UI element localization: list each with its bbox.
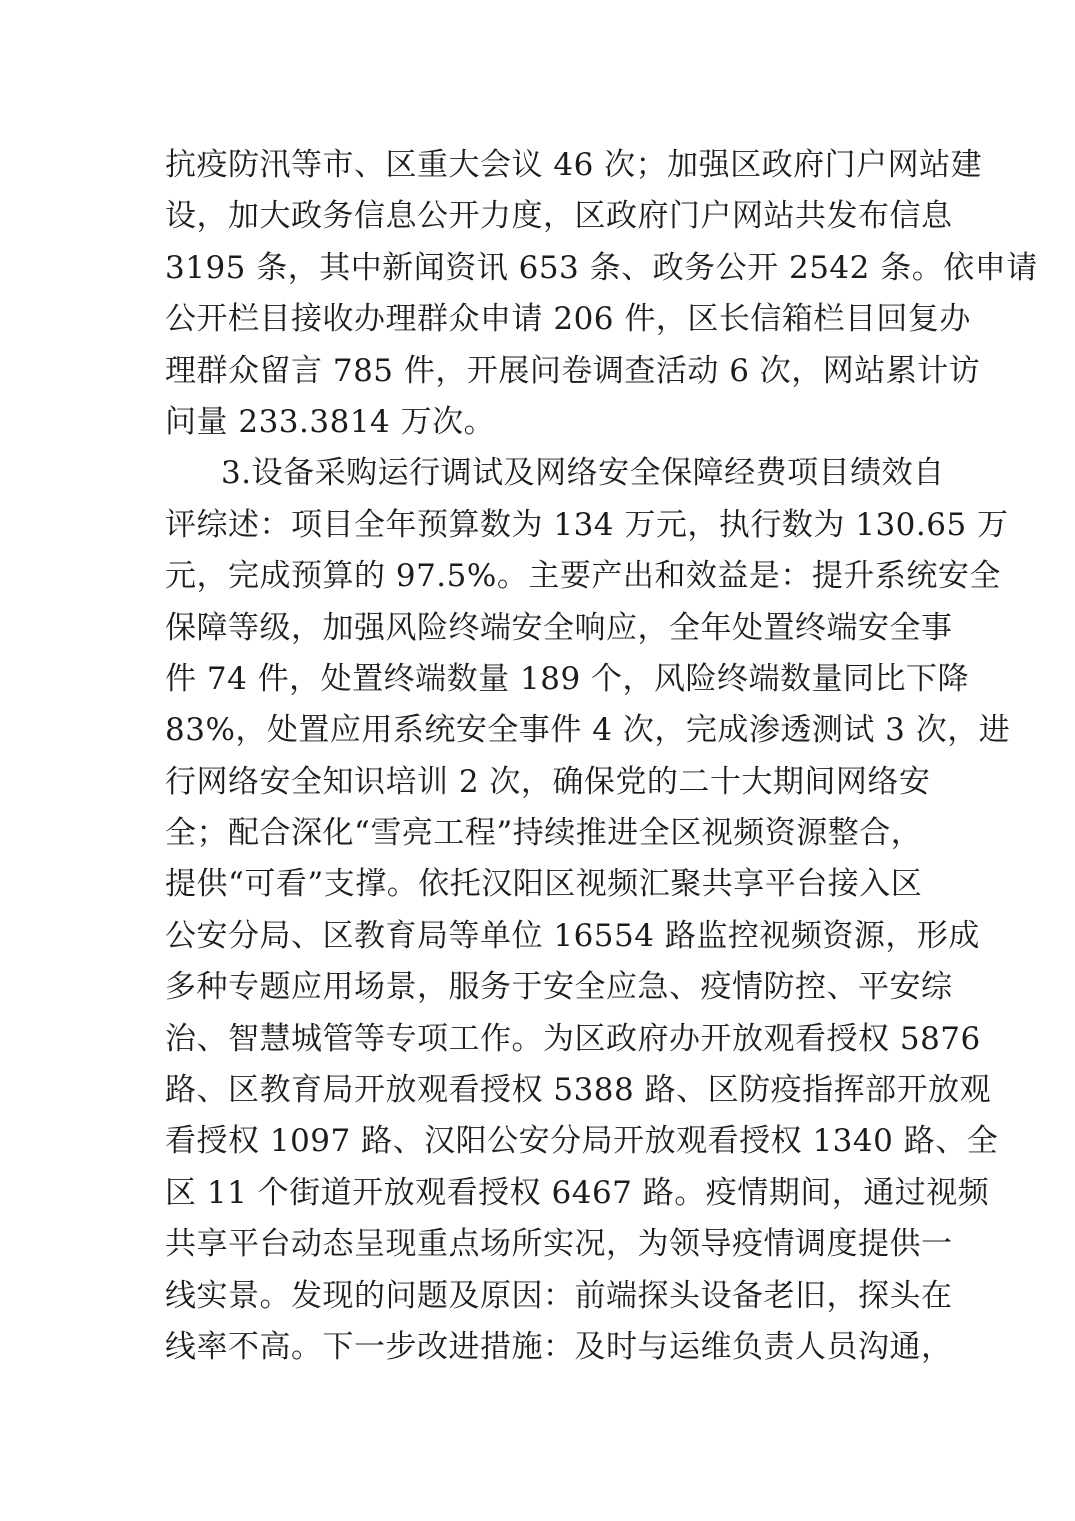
- text-line: 路、区教育局开放观看授权 5388 路、区防疫指挥部开放观: [165, 1072, 992, 1109]
- text-line: 全；配合深化“雪亮工程”持续推进全区视频资源整合，: [165, 815, 923, 852]
- paragraph-website-stats: [165, 140, 1038, 448]
- text-line: 看授权 1097 路、汉阳公安分局开放观看授权 1340 路、全: [165, 1123, 999, 1160]
- text-line: 抗疫防汛等市、区重大会议 46 次；加强区政府门户网站建: [165, 147, 983, 183]
- text-line: 提供“可看”支撑。依托汉阳区视频汇聚共享平台接入区: [165, 866, 923, 903]
- text-line: 治、智慧城管等专项工作。为区政府办开放观看授权 5876: [165, 1020, 981, 1057]
- text-line: 3.设备采购运行调试及网络安全保障经费项目绩效自: [221, 455, 945, 492]
- text-line: 设，加大政务信息公开力度，区政府门户网站共发布信息: [165, 198, 953, 235]
- text-line: 保障等级，加强风险终端安全响应，全年处置终端安全事: [165, 609, 953, 646]
- text-line: 3195 条，其中新闻资讯 653 条、政务公开 2542 条。依申请: [165, 249, 1038, 286]
- text-line: 理群众留言 785 件，开展问卷调查活动 6 次，网站累计访: [165, 352, 981, 389]
- text-line: 元，完成预算的 97.5%。主要产出和效益是：提升系统安全: [165, 558, 1001, 595]
- text-line: 共享平台动态呈现重点场所实况，为领导疫情调度提供一: [165, 1226, 953, 1263]
- text-line: 多种专题应用场景，服务于安全应急、疫情防控、平安综: [165, 969, 953, 1006]
- text-line: 线率不高。下一步改进措施：及时与运维负责人员沟通，: [165, 1328, 953, 1365]
- text-line: 问量 233.3814 万次。: [165, 403, 496, 440]
- text-line: 区 11 个街道开放观看授权 6467 路。疫情期间，通过视频: [165, 1174, 990, 1211]
- text-line: 83%，处置应用系统安全事件 4 次，完成渗透测试 3 次，进: [165, 712, 1011, 749]
- document-body: [165, 140, 1038, 1373]
- text-line: 评综述：项目全年预算数为 134 万元，执行数为 130.65 万: [165, 506, 1009, 543]
- text-line: 公安分局、区教育局等单位 16554 路监控视频资源，形成: [165, 917, 980, 954]
- paragraph-equipment-security-project: [165, 448, 1011, 1373]
- text-line: 行网络安全知识培训 2 次，确保党的二十大期间网络安: [165, 763, 931, 800]
- text-line: 线实景。发现的问题及原因：前端探头设备老旧，探头在: [165, 1277, 953, 1314]
- text-line: 公开栏目接收办理群众申请 206 件，区长信箱栏目回复办: [165, 301, 971, 338]
- text-line: 件 74 件，处置终端数量 189 个，风险终端数量同比下降: [165, 660, 970, 697]
